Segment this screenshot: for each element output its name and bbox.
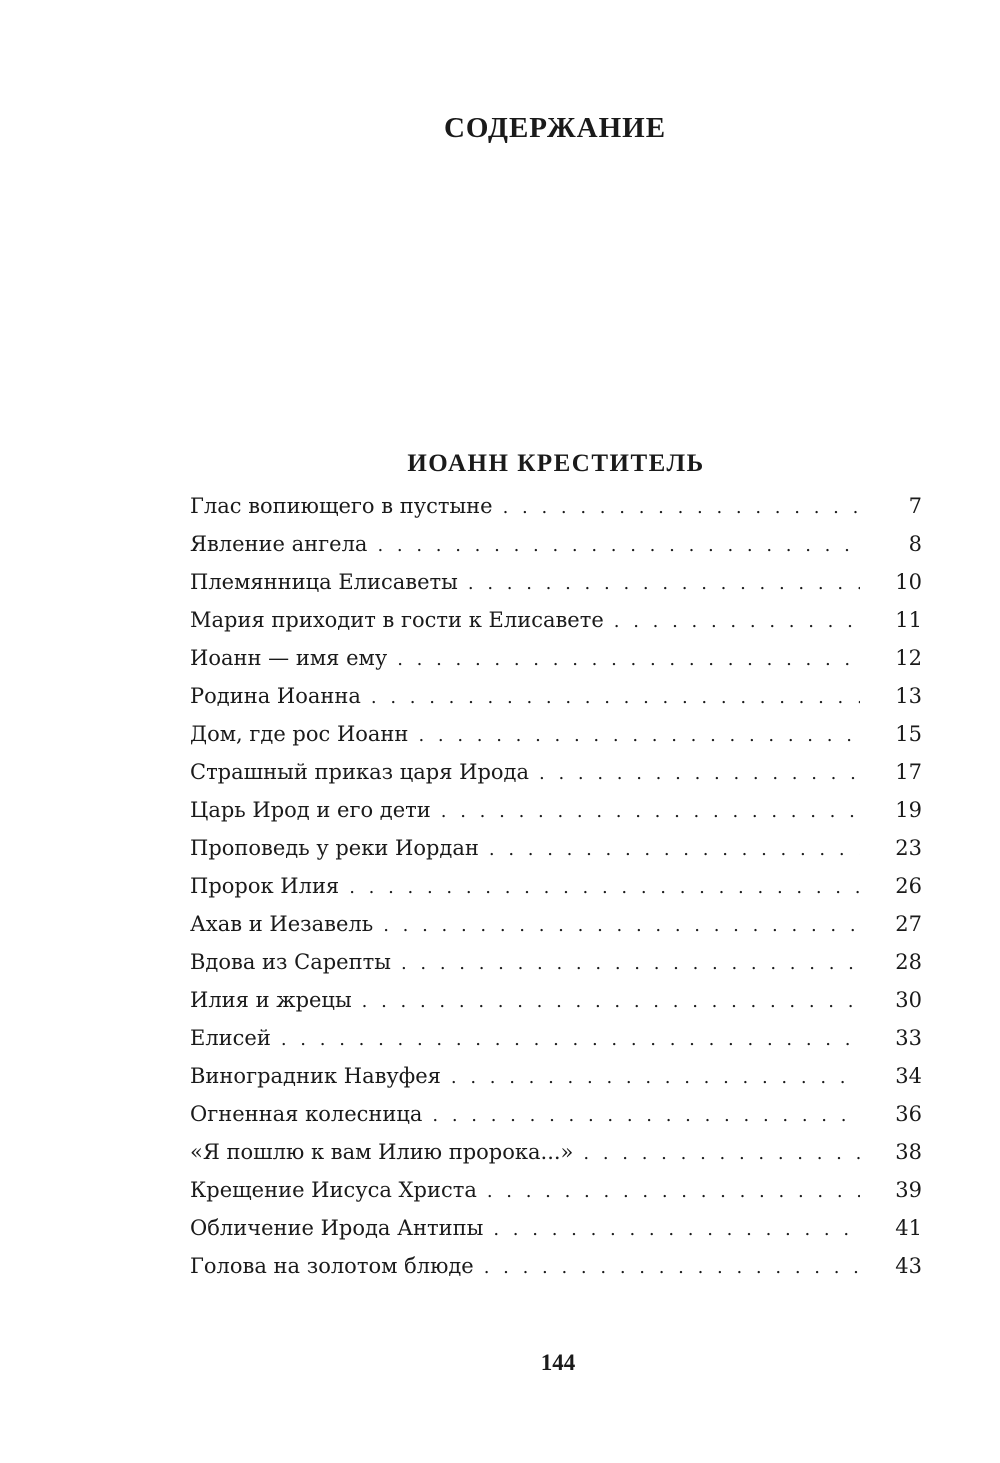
dot-leader bbox=[489, 831, 860, 869]
toc-entry-title: Явление ангела bbox=[190, 532, 368, 556]
dot-leader bbox=[349, 869, 860, 907]
toc-entry bbox=[190, 1019, 922, 1057]
toc-entry-page: 26 bbox=[895, 874, 922, 898]
toc-entry-page: 30 bbox=[895, 988, 922, 1012]
toc-entry-title: Огненная колесница bbox=[190, 1102, 423, 1126]
dot-leader bbox=[432, 1097, 860, 1135]
toc-entry bbox=[190, 1057, 922, 1095]
toc-entry bbox=[190, 677, 922, 715]
dot-leader bbox=[441, 793, 860, 831]
dot-leader bbox=[451, 1059, 860, 1097]
toc-entry-title: Вдова из Сарепты bbox=[190, 950, 391, 974]
dot-leader bbox=[583, 1135, 860, 1173]
toc-entry bbox=[190, 753, 922, 791]
toc-entry-page: 12 bbox=[895, 646, 922, 670]
toc-entry-page: 8 bbox=[908, 532, 922, 556]
toc-entry bbox=[190, 525, 922, 563]
toc-entry-title: Родина Иоанна bbox=[190, 684, 361, 708]
dot-leader bbox=[281, 1021, 860, 1059]
toc-entry-page: 10 bbox=[895, 570, 922, 594]
toc-entry-page: 34 bbox=[895, 1064, 922, 1088]
dot-leader bbox=[383, 907, 860, 945]
toc-entry-title: Племянница Елисаветы bbox=[190, 570, 458, 594]
toc-entry-title: Иоанн — имя ему bbox=[190, 646, 388, 670]
toc-entry-page: 23 bbox=[895, 836, 922, 860]
toc-entry bbox=[190, 867, 922, 905]
dot-leader bbox=[362, 983, 860, 1021]
toc-entry-title: Крещение Иисуса Христа bbox=[190, 1178, 477, 1202]
toc-entry bbox=[190, 1095, 922, 1133]
toc-entry-title: Обличение Ирода Антипы bbox=[190, 1216, 484, 1240]
toc-entry-title: «Я пошлю к вам Илию пророка...» bbox=[190, 1140, 574, 1164]
dot-leader bbox=[468, 565, 860, 603]
dot-leader bbox=[484, 1249, 860, 1287]
section-heading: ИОАНН КРЕСТИТЕЛЬ bbox=[407, 450, 705, 477]
toc-entry-page: 36 bbox=[895, 1102, 922, 1126]
toc-entry-page: 41 bbox=[895, 1216, 922, 1240]
toc-entry bbox=[190, 905, 922, 943]
toc-entry-title: Дом, где рос Иоанн bbox=[190, 722, 409, 746]
dot-leader bbox=[493, 1211, 860, 1249]
toc-entry bbox=[190, 601, 922, 639]
toc-entry-page: 13 bbox=[895, 684, 922, 708]
dot-leader bbox=[614, 603, 860, 641]
toc-entry-page: 38 bbox=[895, 1140, 922, 1164]
toc-entry-title: Виноградник Навуфея bbox=[190, 1064, 441, 1088]
toc-entry bbox=[190, 563, 922, 601]
toc-entry bbox=[190, 943, 922, 981]
dot-leader bbox=[377, 527, 860, 565]
toc-entry-page: 43 bbox=[895, 1254, 922, 1278]
toc-entry bbox=[190, 1247, 922, 1285]
dot-leader bbox=[397, 641, 860, 679]
toc-entry bbox=[190, 791, 922, 829]
toc-entry bbox=[190, 487, 922, 525]
toc-entry-title: Ахав и Иезавель bbox=[190, 912, 374, 936]
dot-leader bbox=[487, 1173, 860, 1211]
toc-entry-page: 27 bbox=[895, 912, 922, 936]
dot-leader bbox=[539, 755, 860, 793]
toc-entry-title: Елисей bbox=[190, 1026, 271, 1050]
toc-entry bbox=[190, 829, 922, 867]
table-of-contents bbox=[190, 487, 922, 1285]
toc-entry bbox=[190, 1133, 922, 1171]
toc-entry bbox=[190, 715, 922, 753]
toc-entry-page: 17 bbox=[895, 760, 922, 784]
toc-entry-page: 7 bbox=[908, 494, 922, 518]
toc-entry-page: 33 bbox=[895, 1026, 922, 1050]
toc-entry-page: 39 bbox=[895, 1178, 922, 1202]
toc-entry bbox=[190, 1209, 922, 1247]
toc-entry-title: Глас вопиющего в пустыне bbox=[190, 494, 493, 518]
dot-leader bbox=[418, 717, 860, 755]
toc-entry bbox=[190, 1171, 922, 1209]
toc-entry-title: Проповедь у реки Иордан bbox=[190, 836, 479, 860]
toc-entry-title: Пророк Илия bbox=[190, 874, 340, 898]
toc-entry-title: Мария приходит в гости к Елисавете bbox=[190, 608, 604, 632]
toc-entry-page: 19 bbox=[895, 798, 922, 822]
toc-entry-title: Голова на золотом блюде bbox=[190, 1254, 474, 1278]
toc-entry-page: 15 bbox=[895, 722, 922, 746]
toc-entry-title: Страшный приказ царя Ирода bbox=[190, 760, 530, 784]
toc-entry-page: 28 bbox=[895, 950, 922, 974]
page-title: СОДЕРЖАНИЕ bbox=[443, 112, 667, 144]
dot-leader bbox=[371, 679, 860, 717]
page-number: 144 bbox=[540, 1350, 576, 1375]
dot-leader bbox=[503, 489, 860, 527]
dot-leader bbox=[401, 945, 860, 983]
toc-entry bbox=[190, 639, 922, 677]
toc-entry-title: Царь Ирод и его дети bbox=[190, 798, 431, 822]
toc-entry bbox=[190, 981, 922, 1019]
toc-entry-title: Илия и жрецы bbox=[190, 988, 352, 1012]
toc-entry-page: 11 bbox=[895, 608, 922, 632]
